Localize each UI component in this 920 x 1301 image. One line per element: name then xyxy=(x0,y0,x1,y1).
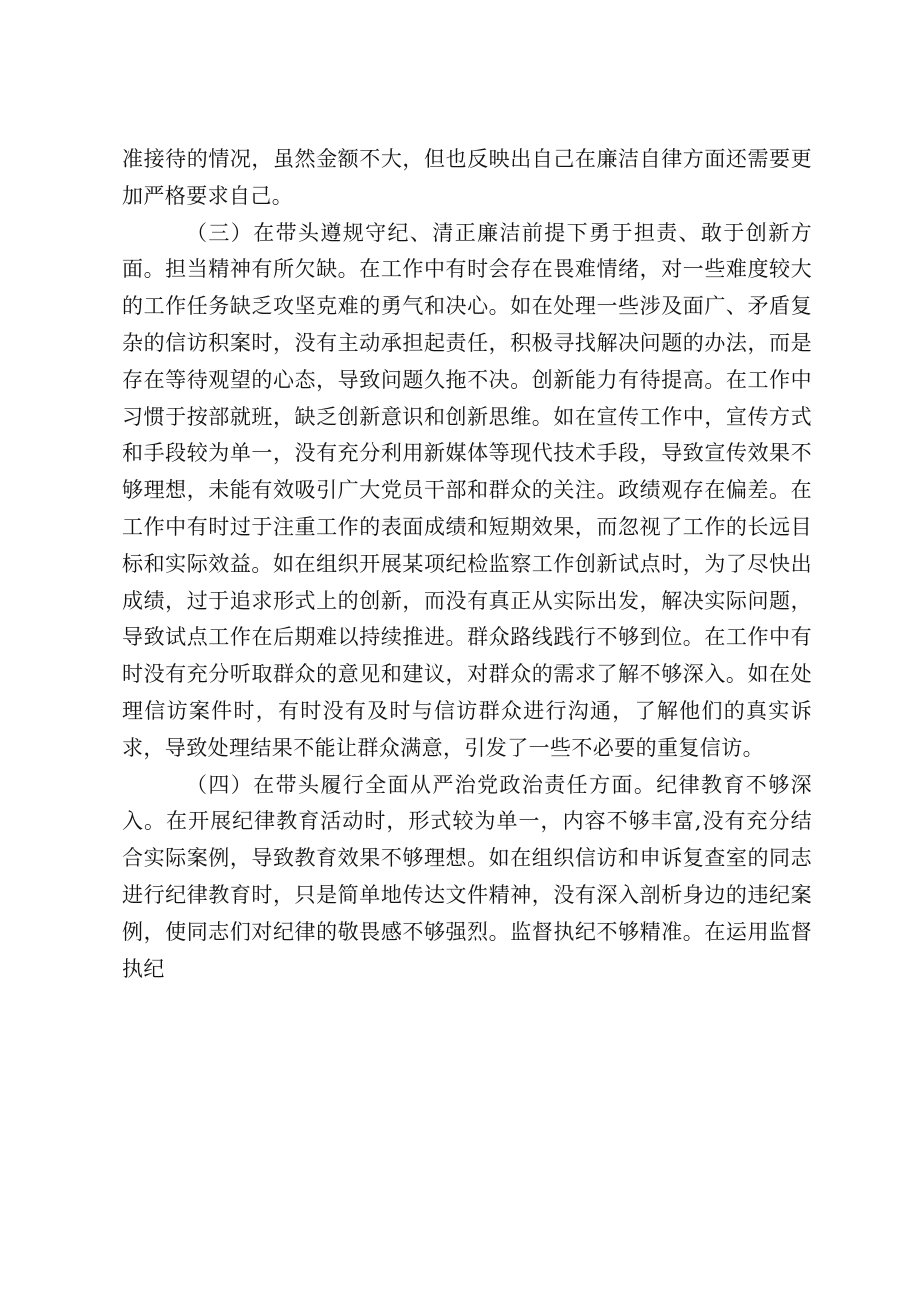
paragraph-continued: 准接待的情况，虽然金额不大，但也反映出自己在廉洁自律方面还需要更加严格要求自己。 xyxy=(122,147,812,208)
paragraph-section-four: （四）在带头履行全面从严治党政治责任方面。纪律教育不够深入。在开展纪律教育活动时，形式较为单一，内容不够丰富,没有充分结合实际案例，导致教育效果不够理想。如在组织信访和申诉复查室的同志进行纪律教育时，只是简单地传达文件精神，没有深入剖析身边的违纪案例，使同志们对纪律的敬畏感不够强烈。监督执纪不够精准。在运用监督执纪 xyxy=(122,772,812,981)
document-body xyxy=(122,141,812,987)
paragraph-section-three: （三）在带头遵规守纪、清正廉洁前提下勇于担责、敢于创新方面。担当精神有所欠缺。在工作中有时会存在畏难情绪，对一些难度较大的工作任务缺乏攻坚克难的勇气和决心。如在处理一些涉及面广、矛盾复杂的信访积案时，没有主动承担起责任，积极寻找解决问题的办法，而是存在等待观望的心态，导致问题久拖不决。创新能力有待提高。在工作中习惯于按部就班，缺乏创新意识和创新思维。如在宣传工作中，宣传方式和手段较为单一，没有充分利用新媒体等现代技术手段，导致宣传效果不够理想，未能有效吸引广大党员干部和群众的关注。政绩观存在偏差。在工作中有时过于注重工作的表面成绩和短期效果，而忽视了工作的长远目标和实际效益。如在组织开展某项纪检监察工作创新试点时，为了尽快出成绩，过于追求形式上的创新，而没有真正从实际出发，解决实际问题，导致试点工作在后期难以持续推进。群众路线践行不够到位。在工作中有时没有充分听取群众的意见和建议，对群众的需求了解不够深入。如在处理信访案件时，有时没有及时与信访群众进行沟通，了解他们的真实诉求，导致处理结果不能让群众满意，引发了一些不必要的重复信访。 xyxy=(122,220,812,760)
